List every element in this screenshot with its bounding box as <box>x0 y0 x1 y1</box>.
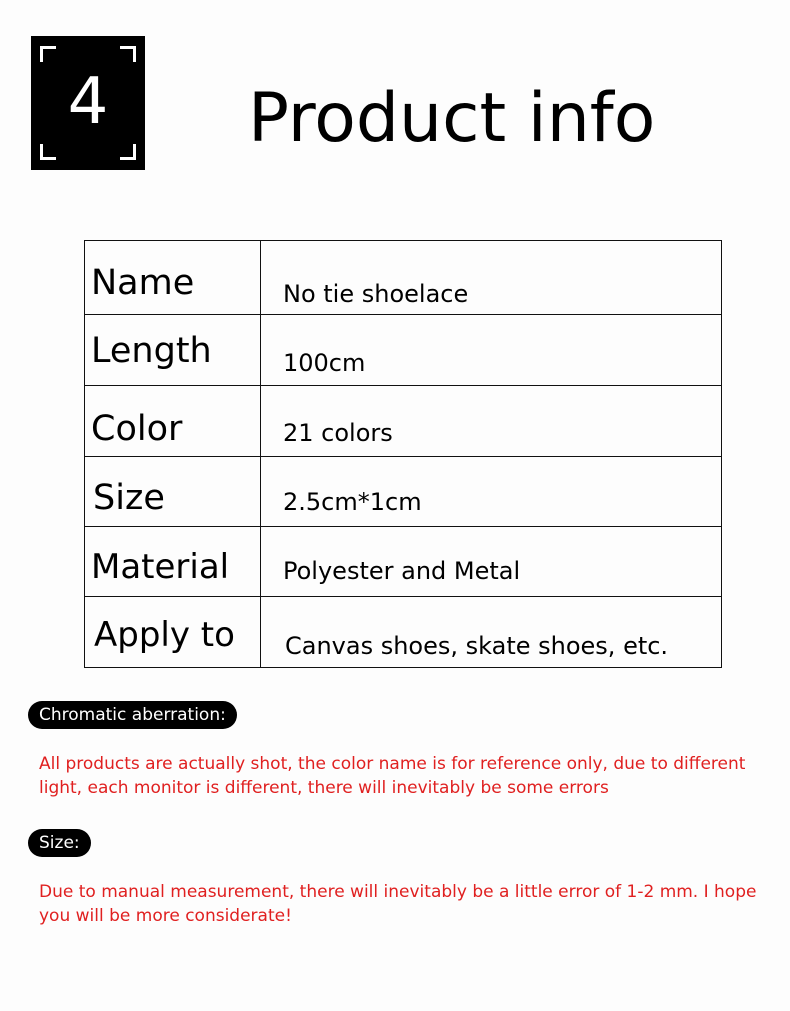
row-label: Material <box>91 547 230 587</box>
row-label: Name <box>91 263 195 303</box>
bracket-corner-bottom-right <box>120 144 136 160</box>
row-value: 100cm <box>283 349 366 377</box>
table-row-length <box>85 315 721 386</box>
row-label: Apply to <box>94 615 235 655</box>
row-label: Length <box>91 331 212 371</box>
section-number: 4 <box>67 65 109 139</box>
page-title: Product info <box>248 79 656 158</box>
chromatic-aberration-heading: Chromatic aberration: <box>28 701 237 729</box>
bracket-corner-top-left <box>40 46 56 62</box>
size-heading: Size: <box>28 829 91 857</box>
bracket-corner-top-right <box>120 46 136 62</box>
table-row-size <box>85 457 721 527</box>
row-value: Canvas shoes, skate shoes, etc. <box>285 632 669 660</box>
table-row-material <box>85 527 721 597</box>
product-info-table <box>84 240 722 668</box>
bracket-corner-bottom-left <box>40 144 56 160</box>
size-note: Due to manual measurement, there will inevitably be a little error of 1-2 mm. I hope you will be more considerate! <box>39 882 757 926</box>
table-row-apply-to <box>85 597 721 667</box>
section-number-badge <box>31 36 145 170</box>
row-value: 2.5cm*1cm <box>283 488 422 516</box>
row-value: Polyester and Metal <box>283 557 521 585</box>
row-label: Size <box>93 478 165 518</box>
table-row-color <box>85 386 721 457</box>
chromatic-aberration-note: All products are actually shot, the color name is for reference only, due to different light, each monitor is different, there will inevitably be some errors <box>39 754 746 798</box>
row-value: 21 colors <box>283 419 393 447</box>
row-label: Color <box>91 409 183 449</box>
table-row-name <box>85 241 721 315</box>
row-value: No tie shoelace <box>283 280 469 308</box>
